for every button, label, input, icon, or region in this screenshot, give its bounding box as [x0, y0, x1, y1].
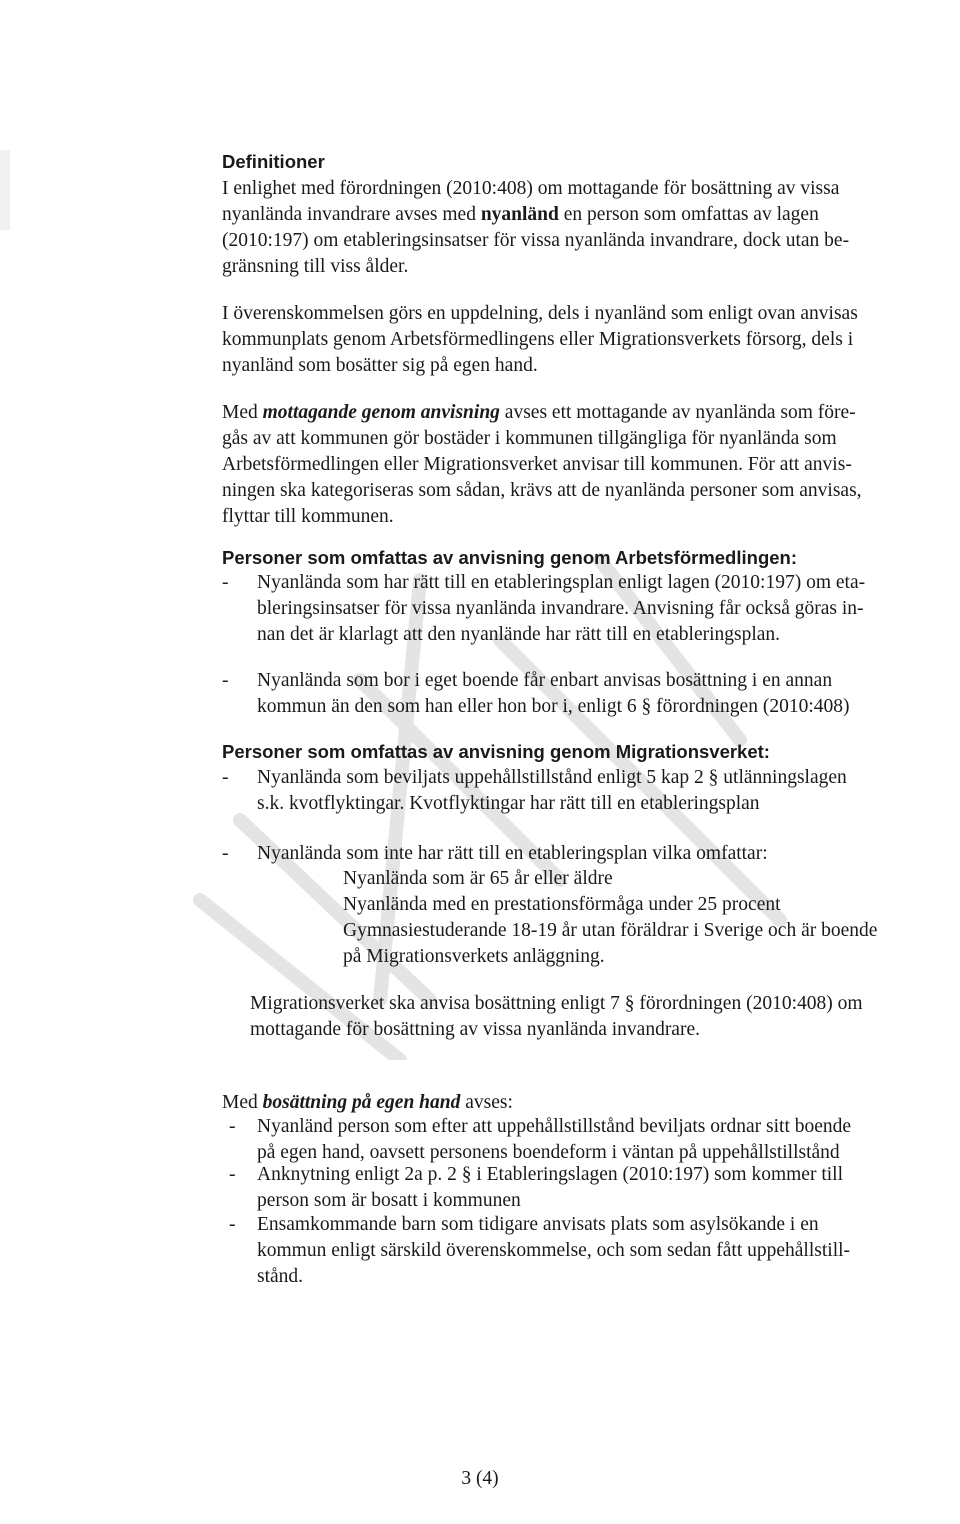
text-line: nyanlända invandrare avses med nyanländ en person som omfattas av lagen [222, 204, 819, 225]
defined-term: mottagande genom anvisning [262, 402, 500, 423]
text-line: Migrationsverket ska anvisa bosättning enligt 7 § förordningen (2010:408) om [250, 993, 863, 1014]
text-line: ningen ska kategoriseras som sådan, krävs att de nyanlända personer som anvisas, [222, 480, 862, 501]
text-line: person som är bosatt i kommunen [257, 1190, 521, 1211]
bold-term: nyanländ [480, 204, 559, 225]
text-line: Med bosättning på egen hand avses: [222, 1092, 513, 1113]
text-line: I överenskommelsen görs en uppdelning, dels i nyanländ som enligt ovan anvisas [222, 303, 858, 324]
page-number: 3 (4) [461, 1468, 499, 1489]
text-line: Nyanländ person som efter att uppehållstillstånd beviljats ordnar sitt boende [257, 1116, 852, 1137]
text-line: mottagande för bosättning av vissa nyanlända invandrare. [250, 1019, 700, 1040]
sub-list-item: på Migrationsverkets anläggning. [343, 946, 605, 967]
mv-item-1 [222, 765, 932, 819]
text-line: gås av att kommunen gör bostäder i kommunen tillgängliga för nyanlända som [222, 428, 837, 449]
text-line: I enlighet med förordningen (2010:408) om mottagande för bosättning av vissa [222, 178, 840, 199]
text-line: Anknytning enligt 2a p. 2 § i Etableringslagen (2010:197) som kommer till [257, 1164, 843, 1185]
text-line: Med mottagande genom anvisning avses ett mottagande av nyanlända som före- [222, 402, 856, 423]
text-line: Nyanlända som beviljats uppehållstillstånd enligt 5 kap 2 § utlänningslagen [257, 767, 847, 788]
mv-item-2 [222, 841, 932, 869]
text-line: Arbetsförmedlingen eller Migrationsverket anvisar till kommunen. För att anvis- [222, 454, 852, 475]
text-line: kommun än den som han eller hon bor i, enligt 6 § förordningen (2010:408) [257, 696, 850, 717]
self-settle-item-2 [229, 1162, 929, 1218]
text-line: stånd. [257, 1266, 304, 1287]
defined-term: bosättning på egen hand [262, 1092, 461, 1113]
list-dash: - [222, 843, 229, 864]
sub-list-item: Gymnasiestuderande 18-19 år utan föräldrar i Sverige och är boende [343, 920, 878, 941]
list-dash: - [222, 767, 229, 788]
text-line: Nyanlända som inte har rätt till en etableringsplan vilka omfattar: [257, 843, 768, 864]
list-dash: - [229, 1214, 236, 1235]
sub-list-item: Nyanlända med en prestationsförmåga under 25 procent [343, 894, 781, 915]
list-dash: - [222, 572, 229, 593]
text-line: bleringsinsatser för vissa nyanlända invandrare. Anvisning får också göras in- [257, 598, 864, 619]
mv-section-heading: Personer som omfattas av anvisning genom Migrationsverket: [222, 741, 770, 762]
text-line: s.k. kvotflyktingar. Kvotflyktingar har rätt till en etableringsplan [257, 793, 760, 814]
text-line: Nyanlända som bor i eget boende får enbart anvisas bosättning i en annan [257, 670, 833, 691]
text-line: Nyanlända som har rätt till en etableringsplan enligt lagen (2010:197) om eta- [257, 572, 866, 593]
text-line: flyttar till kommunen. [222, 506, 394, 527]
scan-edge-shadow [0, 150, 10, 230]
text-line: kommunplats genom Arbetsförmedlingens eller Migrationsverkets försorg, dels i [222, 329, 854, 350]
list-dash: - [229, 1116, 236, 1137]
self-settle-item-3 [229, 1212, 929, 1292]
text-line: nyanländ som bosätter sig på egen hand. [222, 355, 538, 376]
text-line: kommun enligt särskild överenskommelse, och som sedan fått uppehållstill- [257, 1240, 851, 1261]
text-line: på egen hand, oavsett personens boendeform i väntan på uppehållstillstånd [257, 1142, 840, 1163]
list-dash: - [222, 670, 229, 691]
sub-list-item: Nyanlända som är 65 år eller äldre [343, 868, 613, 889]
af-section-heading: Personer som omfattas av anvisning genom Arbetsförmedlingen: [222, 547, 797, 568]
af-item-2 [222, 668, 932, 724]
mv-sub-list [343, 866, 877, 970]
af-item-1 [222, 570, 932, 650]
mv-closing-paragraph [250, 991, 940, 1043]
definitions-paragraph-3 [222, 400, 932, 530]
text-line: (2010:197) om etableringsinsatser för vissa nyanlända invandrare, dock utan be- [222, 230, 850, 251]
definitions-heading: Definitioner [222, 151, 325, 172]
list-dash: - [229, 1164, 236, 1185]
text-line: Ensamkommande barn som tidigare anvisats plats som asylsökande i en [257, 1214, 819, 1235]
text-line: nan det är klarlagt att den nyanlände har rätt till en etableringsplan. [257, 624, 781, 645]
self-settle-intro [222, 1090, 932, 1116]
definitions-paragraph-2 [222, 301, 932, 379]
definitions-paragraph-1 [222, 176, 932, 280]
text-line: gränsning till viss ålder. [222, 256, 409, 277]
